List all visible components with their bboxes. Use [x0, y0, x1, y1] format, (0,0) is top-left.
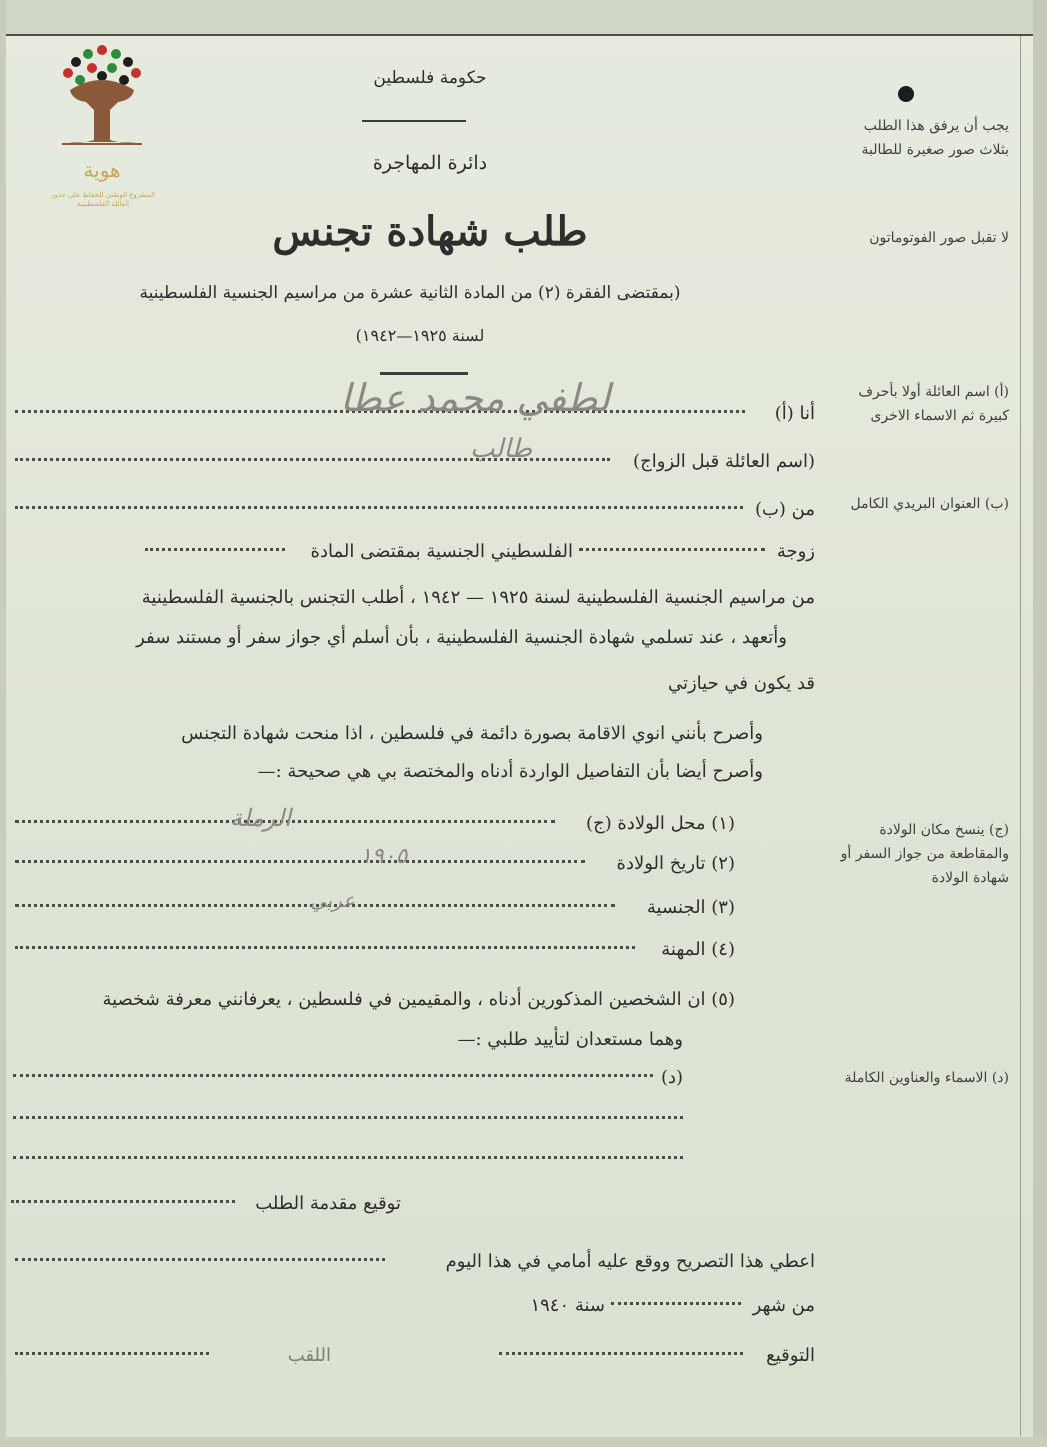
side-note-b: (ب) العنوان البريدي الكامل	[850, 496, 1009, 512]
label-month: من شهر	[752, 1295, 815, 1316]
label-declaration: اعطي هذا التصريح ووقع عليه أمامي في هذا اليوم	[445, 1251, 815, 1272]
item-5-line-2: وهما مستعدان لتأييد طلبي :—	[457, 1029, 683, 1050]
ink-dot	[898, 86, 914, 102]
handwritten-birthplace: الرملة	[230, 804, 291, 832]
department-heading: دائرة المهاجرة	[372, 152, 488, 174]
line-applicant-signature	[11, 1188, 401, 1220]
fill-dots	[145, 548, 285, 551]
form-title: طلب شهادة تجنس	[272, 208, 588, 255]
fill-dots	[13, 1156, 683, 1159]
line-referee-2	[13, 1104, 683, 1136]
subtitle-rule	[380, 372, 468, 375]
fill-dots	[15, 860, 585, 863]
fill-dots	[15, 1258, 385, 1261]
fill-dots	[11, 1200, 235, 1203]
paragraph-4: وأصرح بأنني انوي الاقامة بصورة دائمة في فلسطين ، اذا منحت شهادة التجنس	[181, 723, 763, 744]
line-wife	[15, 536, 815, 568]
government-heading: حكومة فلسطين	[373, 68, 487, 88]
fill-dots	[15, 1352, 209, 1355]
fill-dots	[13, 1116, 683, 1119]
label-signature: التوقيع	[766, 1345, 815, 1366]
label-year: سنة ١٩٤٠	[530, 1295, 605, 1316]
line-birthplace	[15, 808, 735, 840]
line-referee-3	[13, 1144, 683, 1176]
side-note-photomaton: لا تقبل صور الفوتوماتون	[869, 230, 1009, 246]
page-top-edge	[0, 34, 1047, 36]
label-wife: زوجة	[776, 541, 815, 562]
logo-name: هوية	[83, 158, 121, 182]
fill-dots	[611, 1302, 741, 1305]
label-maiden: (اسم العائلة قبل الزواج)	[633, 451, 815, 472]
label-profession: (٤) المهنة	[661, 939, 735, 960]
scan-border-right	[1033, 0, 1047, 1447]
label-wife-suffix: الفلسطيني الجنسية بمقتضى المادة	[310, 541, 573, 562]
label-nationality: (٣) الجنسية	[646, 897, 735, 918]
label-from: من (ب)	[754, 499, 815, 520]
logo-tagline: المشروع الوطني للحفاظ على جذور العائلة الفلسطينية	[50, 191, 156, 208]
item-5-line-1: (٥) ان الشخصين المذكورين أدناه ، والمقيمين في فلسطين ، يعرفانني معرفة شخصية	[102, 989, 735, 1010]
paragraph-3: قد يكون في حيازتي	[667, 673, 815, 694]
line-maiden	[15, 446, 815, 478]
handwritten-birthdate: ١٩٠٥	[360, 844, 408, 869]
label-ana: أنا (أ)	[774, 403, 815, 424]
side-note-d: (د) الاسماء والعناوين الكاملة	[844, 1070, 1009, 1086]
line-profession	[15, 934, 735, 966]
line-declaration	[15, 1246, 815, 1278]
fill-dots	[15, 506, 743, 509]
paragraph-5: وأصرح أيضا بأن التفاصيل الواردة أدناه والمختصة بي هي صحيحة :—	[257, 761, 763, 782]
paragraph-2: وأتعهد ، عند تسلمي شهادة الجنسية الفلسطينية ، بأن أسلم أي جواز سفر أو مستند سفر	[136, 627, 787, 648]
line-referee-d	[13, 1062, 683, 1094]
label-birthplace: (١) محل الولادة (ج)	[586, 813, 735, 834]
scan-border-top	[0, 0, 1047, 34]
form-years: لسنة ١٩٢٥—١٩٤٢)	[355, 326, 485, 345]
label-applicant-signature: توقيع مقدمة الطلب	[255, 1193, 401, 1214]
handwritten-name: لطفي محمد عطا	[340, 376, 611, 420]
label-title: اللقب	[287, 1345, 331, 1366]
label-birthdate: (٢) تاريخ الولادة	[616, 853, 735, 874]
line-date	[15, 1290, 815, 1322]
handwritten-nationality: عربي	[310, 888, 356, 912]
line-address	[15, 494, 815, 526]
side-note-c: (ج) ينسخ مكان الولادة والمقاطعة من جواز السفر أو شهادة الولادة	[840, 822, 1009, 886]
handwritten-maiden-name: طالب	[470, 434, 533, 464]
fill-dots	[13, 1074, 653, 1077]
fill-dots	[579, 548, 765, 551]
label-d: (د)	[660, 1067, 683, 1088]
fill-dots	[499, 1352, 743, 1355]
fill-dots	[15, 946, 635, 949]
page-right-edge	[1020, 36, 1021, 1436]
header-rule	[362, 120, 466, 122]
side-note-photos: يجب أن يرفق هذا الطلب بثلاث صور صغيرة للطالبة	[861, 118, 1009, 158]
line-nationality	[15, 892, 735, 924]
paragraph-1: من مراسيم الجنسية الفلسطينية لسنة ١٩٢٥ — ١٩٤٢ ، أطلب التجنس بالجنسية الفلسطينية	[141, 587, 815, 608]
side-note-a: (أ) اسم العائلة أولا بأحرف كبيرة ثم الاسماء الاخرى	[858, 384, 1009, 424]
scan-border-bottom	[0, 1437, 1047, 1447]
form-subtitle: (بمقتضى الفقرة (٢) من المادة الثانية عشرة من مراسيم الجنسية الفلسطينية	[139, 283, 681, 303]
line-official-signature	[15, 1340, 815, 1372]
